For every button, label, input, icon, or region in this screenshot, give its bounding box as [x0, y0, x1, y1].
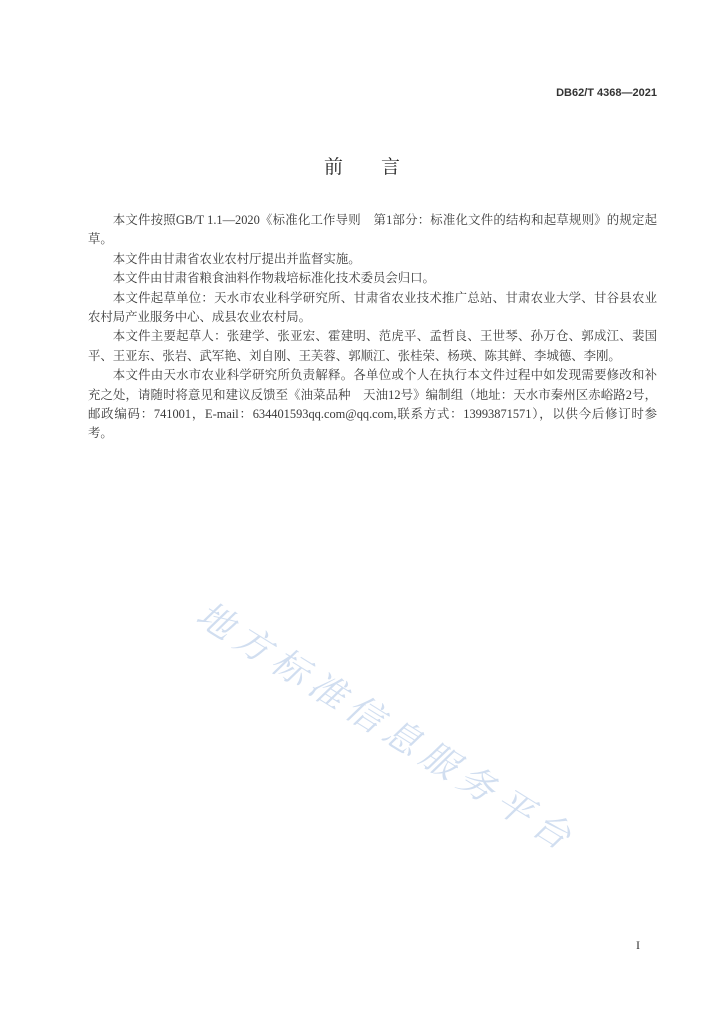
foreword-paragraph: 本文件起草单位：天水市农业科学研究所、甘肃省农业技术推广总站、甘肃农业大学、甘谷县农业农村局产业服务中心、成县农业农村局。: [88, 290, 657, 325]
foreword-paragraph: 本文件由甘肃省农业农村厅提出并监督实施。: [112, 251, 361, 266]
page-number: I: [636, 938, 640, 952]
foreword-body: [88, 211, 657, 444]
foreword-paragraph: 本文件由天水市农业科学研究所负责解释。各单位或个人在执行本文件过程中如发现需要修改和补充之处，请随时将意见和建议反馈至《油菜品种 天油12号》编制组（地址：天水市秦州区赤峪路2号，邮政编码：741001，E-mail：634401593qq.com@qq.com,联系方式：13993871571），以供今后修订时参考。: [88, 368, 657, 441]
page-title: 前 言: [323, 157, 400, 178]
document-code: DB62/T 4368—2021: [556, 87, 657, 99]
foreword-paragraph: 本文件由甘肃省粮食油料作物栽培标准化技术委员会归口。: [112, 271, 435, 286]
watermark: 地方标准信息服务平台: [189, 594, 584, 862]
foreword-paragraph: 本文件主要起草人：张建学、张亚宏、霍建明、范虎平、孟哲良、王世琴、孙万仓、郭成江、裴国平、王亚东、张岩、武军艳、刘自刚、王芙蓉、郭顺江、张桂荣、杨瑛、陈其鲜、李城德、李刚。: [88, 329, 657, 363]
foreword-paragraph: 本文件按照GB/T 1.1—2020《标准化工作导则 第1部分：标准化文件的结构和起草规则》的规定起草。: [88, 213, 657, 247]
